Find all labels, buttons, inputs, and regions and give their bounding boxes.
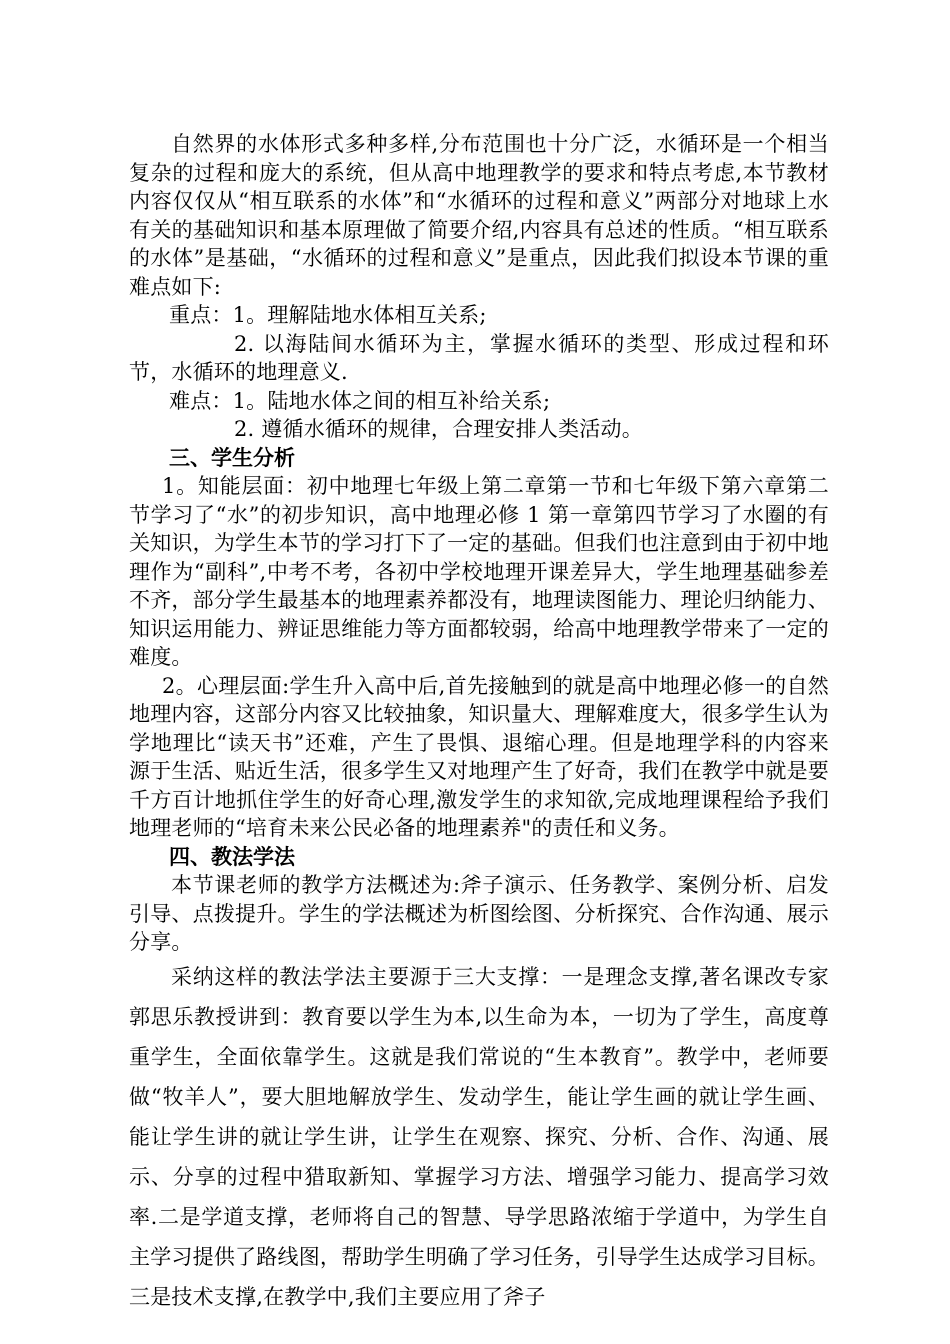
paragraph-methods-overview: 本节课老师的教学方法概述为:斧子演示、任务教学、案例分析、启发引导、点拨提升。学生的学法概述为析图绘图、分析探究、合作沟通、展示分享。 bbox=[129, 873, 829, 954]
paragraph-three-supports: 采纳这样的教法学法主要源于三大支撑：一是理念支撑,著名课改专家郭思乐教授讲到：教育要以学生为本,以生命为本，一切为了学生，高度尊重学生，全面依靠学生。这就是我们常说的“生本教育”。教学中，老师要做“牧羊人”，要大胆地解放学生、发动学生，能让学生画的就让学生画、能让学生讲的就让学生讲，让学生在观察、探究、分析、合作、沟通、展示、分享的过程中猎取新知、掌握学习方法、增强学习能力、提高学习效率.二是学道支撑，老师将自己的智慧、导学思路浓缩于学道中，为学生自主学习提供了路线图，帮助学生明确了学习任务，引导学生达成学习目标。三是技术支撑,在教学中,我们主要应用了斧子 bbox=[129, 964, 829, 1309]
difficulty-2: 2. 遵循水循环的规律，合理安排人类活动。 bbox=[234, 417, 643, 441]
paragraph-intro: 自然界的水体形式多种多样,分布范围也十分广泛，水循环是一个相当复杂的过程和庞大的系统，但从高中地理教学的要求和特点考虑,本节教材内容仅仅从“相互联系的水体”和“水循环的过程和意义”两部分对地球上水有关的基础知识和基本原理做了简要介绍,内容具有总述的性质。“相互联系的水体”是基础，“水循环的过程和意义”是重点，因此我们拟设本节课的重难点如下: bbox=[129, 132, 829, 299]
section-heading-teaching-methods: 四、教法学法 bbox=[169, 843, 295, 869]
paragraph-psychology-level: 2。心理层面:学生升入高中后,首先接触到的就是高中地理必修一的自然地理内容，这部分内容又比较抽象，知识量大、理解难度大，很多学生认为学地理比“读天书”还难，产生了畏惧、退缩心理。但是地理学科的内容来源于生活、贴近生活，很多学生又对地理产生了好奇，我们在教学中就是要千方百计地抓住学生的好奇心理,激发学生的求知欲,完成地理课程给予我们地理老师的“培育未来公民必备的地理素养"的责任和义务。 bbox=[129, 673, 829, 840]
difficulty-1: 难点：1。陆地水体之间的相互补给关系; bbox=[169, 388, 551, 413]
key-point-2: 2. 以海陆间水循环为主，掌握水循环的类型、形成过程和环节，水循环的地理意义. bbox=[129, 331, 829, 384]
paragraph-knowledge-level: 1。知能层面：初中地理七年级上第二章第一节和七年级下第六章第二节学习了“水”的初步知识，高中地理必修 1 第一章第四节学习了水圈的有关知识，为学生本节的学习打下了一定的基础。但我们也注意到由于初中地理作为“副科”,中考不考，各初中学校地理开课差异大，学生地理基础参差不齐，部分学生最基本的地理素养都没有，地理读图能力、理论归纳能力、知识运用能力、辨证思维能力等方面都较弱，给高中地理教学带来了一定的难度。 bbox=[129, 474, 829, 669]
document-page bbox=[129, 130, 829, 1317]
key-point-1: 重点：1。理解陆地水体相互关系; bbox=[169, 303, 487, 327]
section-heading-student-analysis: 三、学生分析 bbox=[169, 444, 295, 470]
